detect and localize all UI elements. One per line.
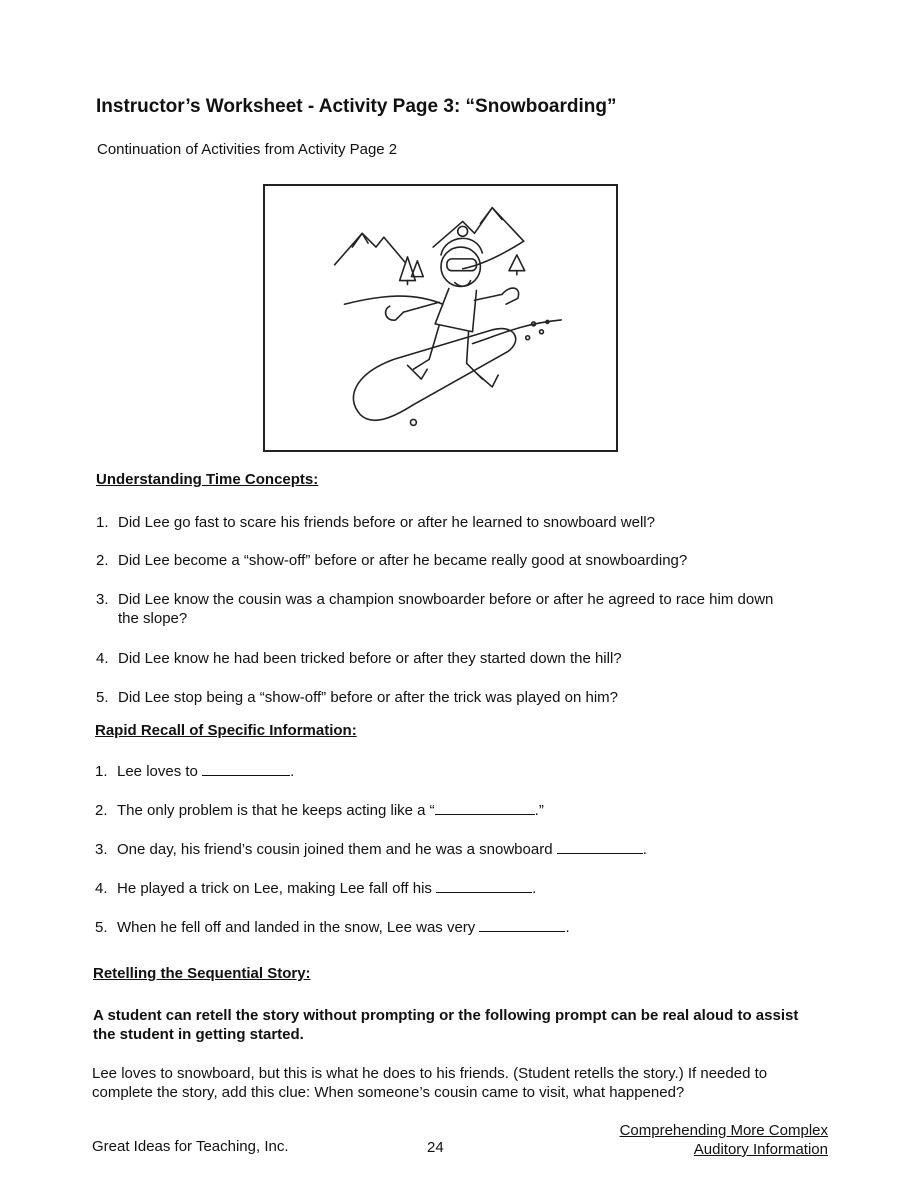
recall-item: 5. When he fell off and landed in the snow, Lee was very . bbox=[95, 919, 570, 936]
time-concept-item: 1. Did Lee go fast to scare his friends before or after he learned to snowboard well? bbox=[96, 514, 655, 531]
time-concept-item: 5. Did Lee stop being a “show-off” before or after the trick was played on him? bbox=[96, 689, 618, 706]
page-number: 24 bbox=[427, 1139, 444, 1156]
footer-series-title: Comprehending More Complex Auditory Information bbox=[619, 1122, 828, 1158]
recall-item: 1. Lee loves to . bbox=[95, 763, 295, 780]
page-subtitle: Continuation of Activities from Activity Page 2 bbox=[97, 141, 398, 158]
recall-item: 3. One day, his friend’s cousin joined them and he was a snowboard . bbox=[95, 841, 647, 858]
time-concepts-heading: Understanding Time Concepts: bbox=[96, 471, 319, 488]
snow-hill bbox=[344, 296, 443, 304]
snowboarder-illustration bbox=[263, 184, 618, 452]
time-concept-item: 3. Did Lee know the cousin was a champion snowboarder before or after he agreed to race him down the slope? bbox=[96, 591, 774, 627]
boy-snowboarder-icon bbox=[386, 226, 519, 387]
answer-blank[interactable] bbox=[435, 800, 535, 815]
answer-blank[interactable] bbox=[202, 761, 290, 776]
answer-blank[interactable] bbox=[436, 878, 532, 893]
rapid-recall-heading: Rapid Recall of Specific Information: bbox=[95, 722, 357, 739]
time-concept-item: 2. Did Lee become a “show-off” before or after he became really good at snowboarding? bbox=[96, 552, 688, 569]
recall-item: 2. The only problem is that he keeps acting like a “ .” bbox=[95, 802, 544, 819]
retelling-paragraph: Lee loves to snowboard, but this is what he does to his friends. (Student retells the story.) If needed to complete the story, add this clue: When someone’s cousin came to visit, what happened? bbox=[92, 1065, 768, 1101]
page-title: Instructor’s Worksheet - Activity Page 3: “Snowboarding” bbox=[96, 96, 617, 117]
time-concept-item: 4. Did Lee know he had been tricked before or after they started down the hill? bbox=[96, 650, 622, 667]
answer-blank[interactable] bbox=[557, 839, 643, 854]
mountain-icon bbox=[335, 208, 524, 269]
retelling-heading: Retelling the Sequential Story: bbox=[93, 965, 311, 982]
footer-publisher: Great Ideas for Teaching, Inc. bbox=[92, 1138, 289, 1155]
answer-blank[interactable] bbox=[479, 917, 565, 932]
recall-item: 4. He played a trick on Lee, making Lee fall off his . bbox=[95, 880, 537, 897]
retelling-prompt: A student can retell the story without prompting or the following prompt can be real aloud to assist the student in getting started. bbox=[93, 1007, 799, 1043]
